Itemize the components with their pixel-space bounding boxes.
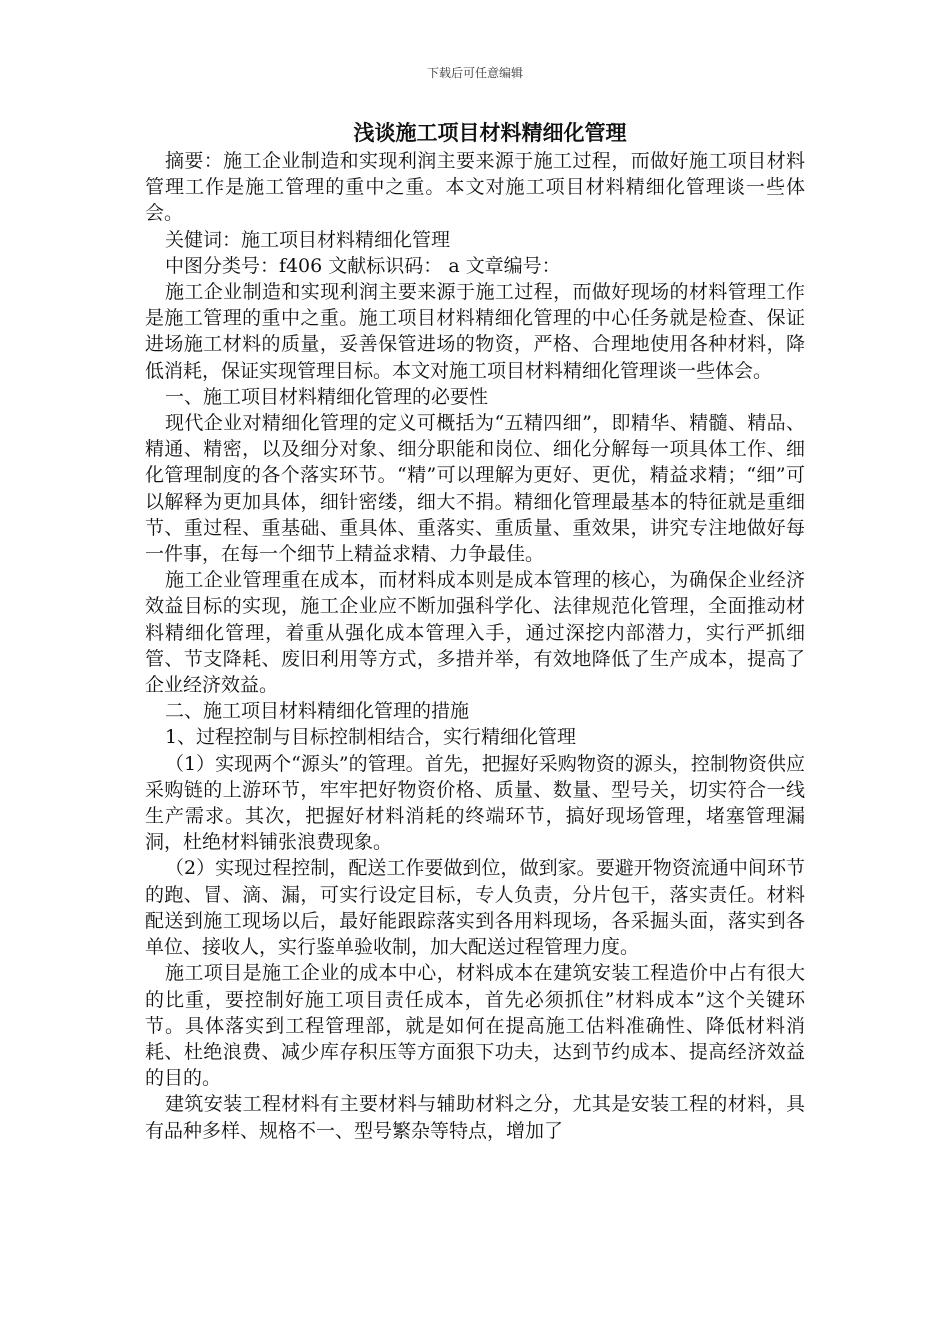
body-paragraph: 建筑安装工程材料有主要材料与辅助材料之分，尤其是安装工程的材料，具有品种多样、规格不一、型号繁杂等特点，增加了 [145, 1093, 805, 1142]
abstract-paragraph: 摘要：施工企业制造和实现利润主要来源于施工过程，而做好施工项目材料管理工作是施工管理的重中之重。本文对施工项目材料精细化管理谈一些体会。 [145, 150, 805, 225]
body-paragraph: 施工企业管理重在成本，而材料成本则是成本管理的核心，为确保企业经济效益目标的实现，施工企业应不断加强科学化、法律规范化管理，全面推动材料精细化管理，着重从强化成本管理入手，通过深挖内部潜力，实行严抓细管、节支降耗、废旧利用等方式，多措并举，有效地降低了生产成本，提高了企业经济效益。 [145, 569, 805, 697]
classification-line: 中图分类号：f406 文献标识码： a 文章编号： [164, 254, 561, 277]
subsection-heading-1: 1、过程控制与目标控制相结合，实行精细化管理 [164, 726, 577, 749]
body-paragraph: （1）实现两个“源头”的管理。首先，把握好采购物资的源头，控制物资供应采购链的上游环节，牢牢把好物资价格、质量、数量、型号关，切实符合一线生产需求。其次，把握好材料消耗的终端环节，搞好现场管理，堵塞管理漏洞，杜绝材料铺张浪费现象。 [145, 752, 805, 854]
body-paragraph: 施工项目是施工企业的成本中心，材料成本在建筑安装工程造价中占有很大的比重，要控制好施工项目责任成本，首先必须抓住”材料成本”这个关键环节。具体落实到工程管理部，就是如何在提高施工估料准确性、降低材料消耗、杜绝浪费、减少库存积压等方面狠下功夫，达到节约成本、提高经济效益的目的。 [145, 962, 805, 1090]
page-header-note: 下载后可任意编辑 [426, 66, 523, 80]
body-paragraph: 现代企业对精细化管理的定义可概括为“五精四细”，即精华、精髓、精品、精通、精密，以及细分对象、细分职能和岗位、细化分解每一项具体工作、细化管理制度的各个落实环节。“精”可以理解为更好、更优，精益求精；“细”可以解释为更加具体，细针密缕，细大不捐。精细化管理最基本的特征就是重细节、重过程、重基础、重具体、重落实、重质量、重效果，讲究专注地做好每一件事，在每一个细节上精益求精、力争最佳。 [145, 412, 805, 566]
section-heading-2: 二、施工项目材料精细化管理的措施 [164, 700, 469, 723]
keywords-line: 关健词：施工项目材料精细化管理 [164, 228, 450, 251]
body-paragraph: （2）实现过程控制，配送工作要做到位，做到家。要避开物资流通中间环节的跑、冒、滴、漏，可实行设定目标，专人负责，分片包干，落实责任。材料配送到施工现场以后，最好能跟踪落实到各用料现场，各采掘头面，落实到各单位、接收人，实行鉴单验收制，加大配送过程管理力度。 [145, 857, 805, 959]
section-heading-1: 一、施工项目材料精细化管理的必要性 [164, 385, 488, 408]
document-title: 浅谈施工项目材料精细化管理 [353, 120, 627, 145]
document-body [145, 120, 805, 1144]
intro-paragraph: 施工企业制造和实现利润主要来源于施工过程，而做好现场的材料管理工作是施工管理的重中之重。施工项目材料精细化管理的中心任务就是检查、保证进场施工材料的质量，妥善保管进场的物资，严格、合理地使用各种材料，降低消耗，保证实现管理目标。本文对施工项目材料精细化管理谈一些体会。 [145, 281, 805, 382]
